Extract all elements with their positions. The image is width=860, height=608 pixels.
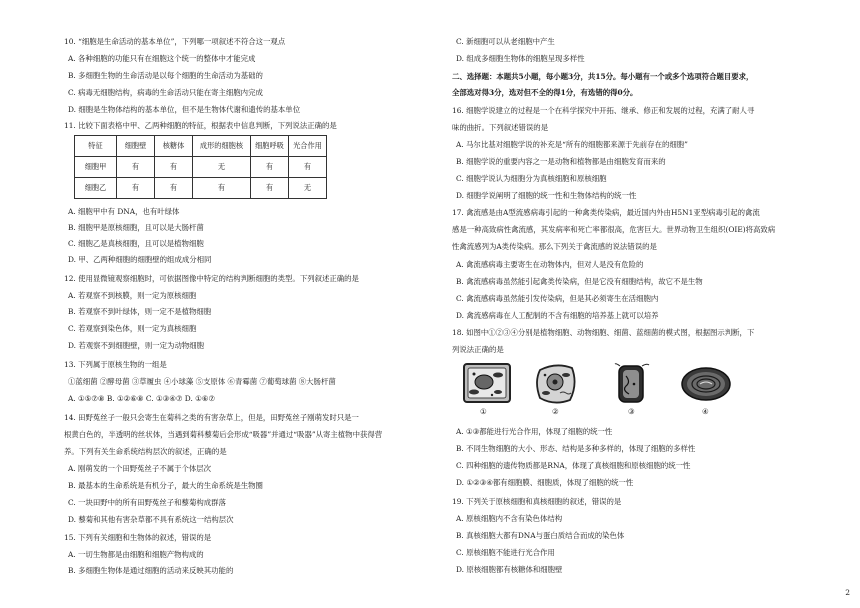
figure-label-1: ①: [480, 407, 487, 416]
table-header-cell: 细胞壁: [117, 136, 155, 157]
table-row: [75, 178, 327, 199]
q18-option-d: D. ①②③④都有细胞膜、细胞质，体现了细胞的统一性: [456, 478, 634, 487]
q15-option-a: A. 一切生物都是由细胞和细胞产物构成的: [68, 550, 204, 559]
q17-stem-line2: 感是一种高致病性禽流感，其发病率和死亡率都很高，危害巨大。世界动物卫生组织(OIE)将高致病: [452, 225, 776, 234]
q18-stem-line2: 列说法正确的是: [452, 345, 504, 354]
q10-option-c: C. 病毒无细胞结构，病毒的生命活动只能在寄主细胞内完成: [68, 88, 263, 97]
table-cell: 有: [117, 178, 155, 199]
q19-stem: 19. 下列关于原核细胞和真核细胞的叙述，错误的是: [452, 497, 622, 506]
q17-option-a: A. 禽流感病毒主要寄生在动物体内，但对人是没有危险的: [456, 260, 644, 269]
table-cell: 有: [117, 157, 155, 178]
q17-stem-line1: 17. 禽流感是由A型流感病毒引起的一种禽类传染病，最近国内外由H5N1亚型病毒引起的禽流: [452, 208, 760, 217]
section-heading-line1: 二、选择题：本题共5小题，每小题3分，共15分。每小题有一个或多个选项符合题目要求，: [452, 72, 754, 81]
q19-option-b: B. 真核细胞大都有DNA与蛋白质结合而成的染色体: [456, 531, 625, 540]
q16-stem-line2: 味的曲折。下列叙述错误的是: [452, 123, 549, 132]
q14-stem-line1: 14. 田野菟丝子一般只会寄生在菊科之类的有害杂草上，但是，田野菟丝子刚萌发时只是一: [64, 413, 359, 422]
table-cell: 有: [155, 178, 193, 199]
q17-option-b: B. 禽流感病毒虽然能引起禽类传染病，但是它没有细胞结构，故它不是生物: [456, 277, 703, 286]
q16-option-c: C. 细胞学说认为细胞分为真核细胞和原核细胞: [456, 174, 607, 183]
q11-option-d: D. 甲、乙两种细胞的细胞壁的组成成分相同: [68, 255, 212, 264]
table-cell: 无: [193, 157, 251, 178]
q11-option-b: B. 细胞甲是原核细胞，且可以是大肠杆菌: [68, 223, 204, 232]
q14-option-b: B. 最基本的生命系统是有机分子，最大的生命系统是生物圈: [68, 481, 263, 490]
q11-option-c: C. 细胞乙是真核细胞，且可以是植物细胞: [68, 239, 204, 248]
q18-stem-line1: 18. 如图中①②③④分别是植物细胞、动物细胞、细菌、蓝细菌的模式图，根据图示判断，下: [452, 328, 755, 337]
q10-option-d: D. 细胞是生物体结构的基本单位，但不是生物体代谢和遗传的基本单位: [68, 105, 301, 114]
q19-option-c: C. 原核细胞不能进行光合作用: [456, 548, 555, 557]
q18-option-a: A. ①③都能进行光合作用，体现了细胞的统一性: [456, 427, 613, 436]
q11-stem: 11. 比较下面表格中甲、乙两种细胞的特征，根据表中信息判断，下列说法正确的是: [64, 121, 337, 130]
table-cell: 有: [155, 157, 193, 178]
table-header-cell: 成形的细胞核: [193, 136, 251, 157]
q10-stem: 10. “细胞是生命活动的基本单位”，下列哪一项叙述不符合这一观点: [64, 37, 286, 46]
q11-table: [74, 135, 327, 199]
table-cell: 细胞乙: [75, 178, 117, 199]
q12-option-d: D. 若观察不到细胞壁，则一定为动物细胞: [68, 341, 205, 350]
table-header-cell: 细胞呼吸: [251, 136, 289, 157]
q13-stem: 13. 下列属于原核生物的一组是: [64, 360, 167, 369]
table-header-row: [75, 136, 327, 157]
q15-option-b: B. 多细胞生物体是通过细胞的活动来反映其功能的: [68, 566, 234, 575]
page-number: 2: [845, 587, 850, 597]
q16-option-d: D. 细胞学说阐明了细胞的统一性和生物体结构的统一性: [456, 191, 637, 200]
q17-stem-line3: 性禽流感列为A类传染病。那么下列关于禽流感的说法错误的是: [452, 242, 657, 251]
table-cell: 有: [193, 178, 251, 199]
q14-option-d: D. 藜菊和其他有害杂草都不具有系统这一结构层次: [68, 515, 234, 524]
table-cell: 有: [289, 157, 327, 178]
table-cell: 无: [289, 178, 327, 199]
table-header-cell: 核糖体: [155, 136, 193, 157]
q12-stem: 12. 使用显微镜观察细胞时，可依据图像中特定的结构判断细胞的类型。下列叙述正确的是: [64, 274, 359, 283]
q19-option-d: D. 原核细胞都有核糖体和细胞壁: [456, 565, 563, 574]
table-cell: 有: [251, 178, 289, 199]
bacterium-diagram: [614, 362, 650, 406]
q14-option-a: A. 刚萌发的一个田野菟丝子不属于个体层次: [68, 464, 212, 473]
q17-option-d: D. 禽流感病毒在人工配制的不含有细胞的培养基上就可以培养: [456, 311, 659, 320]
table-row: [75, 157, 327, 178]
q16-option-b: B. 细胞学说的重要内容之一是动物和植物都是由细胞发育而来的: [456, 157, 666, 166]
figure-label-3: ③: [628, 407, 635, 416]
q19-option-a: A. 原核细胞内不含有染色体结构: [456, 514, 563, 523]
q14-stem-line2: 根黄白色的，半透明的丝状体，当遇到菊科藜菊后会形成“吸器”并通过“吸器”从寄主植物中获得营: [64, 430, 383, 439]
section-heading-line2: 全部选对得3分，选对但不全的得1分，有选错的得0分。: [452, 88, 638, 97]
q13-items: ①蓝细菌 ②酵母菌 ③草履虫 ④小球藻 ⑤支原体 ⑥青霉菌 ⑦葡萄球菌 ⑧大肠杆菌: [68, 377, 336, 386]
q14-option-c: C. 一块田野中的所有田野菟丝子和藜菊构成群落: [68, 498, 226, 507]
table-cell: 有: [251, 157, 289, 178]
q16-stem-line1: 16. 细胞学说建立的过程是一个在科学探究中开拓、继承、修正和发展的过程，充满了耐人寻: [452, 106, 755, 115]
q12-option-b: B. 若观察不到叶绿体，则一定不是植物细胞: [68, 307, 212, 316]
q15-option-d: D. 组成多细胞生物体的细胞呈现多样性: [456, 54, 585, 63]
q17-option-c: C. 禽流感病毒虽然能引发传染病，但是其必须寄生在活细胞内: [456, 294, 659, 303]
q15-option-c: C. 新细胞可以从老细胞中产生: [456, 37, 555, 46]
q10-option-b: B. 多细胞生物的生命活动是以每个细胞的生命活动为基础的: [68, 71, 263, 80]
q18-option-b: B. 不同生物细胞的大小、形态、结构是多种多样的，体现了细胞的多样性: [456, 444, 696, 453]
figure-label-2: ②: [552, 407, 559, 416]
q18-option-c: C. 四种细胞的遗传物质都是RNA，体现了真核细胞和原核细胞的统一性: [456, 461, 691, 470]
table-cell: 细胞甲: [75, 157, 117, 178]
figure-label-4: ④: [702, 407, 709, 416]
cyanobacterium-diagram: [680, 366, 732, 402]
q16-option-a: A. 马尔比基对细胞学说的补充是“所有的细胞都来源于先前存在的细胞”: [456, 140, 688, 149]
table-header-cell: 光合作用: [289, 136, 327, 157]
q12-option-a: A. 若观察不到核膜，则一定为原核细胞: [68, 291, 197, 300]
q13-choices: A. ①⑤⑦⑧ B. ①②⑥⑧ C. ①③④⑦ D. ①⑥⑦: [68, 394, 216, 403]
cell-diagrams: [462, 362, 752, 418]
plant-cell-diagram: [462, 362, 512, 406]
table-header-cell: 特征: [75, 136, 117, 157]
q10-option-a: A. 各种细胞的功能只有在细胞这个统一的整体中才能完成: [68, 54, 256, 63]
q11-option-a: A. 细胞甲中有 DNA，也有叶绿体: [68, 207, 180, 216]
animal-cell-diagram: [534, 362, 578, 406]
q12-option-c: C. 若观察到染色体，则一定为真核细胞: [68, 324, 197, 333]
q15-stem: 15. 下列有关细胞和生物体的叙述，错误的是: [64, 533, 212, 542]
q14-stem-line3: 养。下列有关生命系统结构层次的叙述，正确的是: [64, 447, 227, 456]
